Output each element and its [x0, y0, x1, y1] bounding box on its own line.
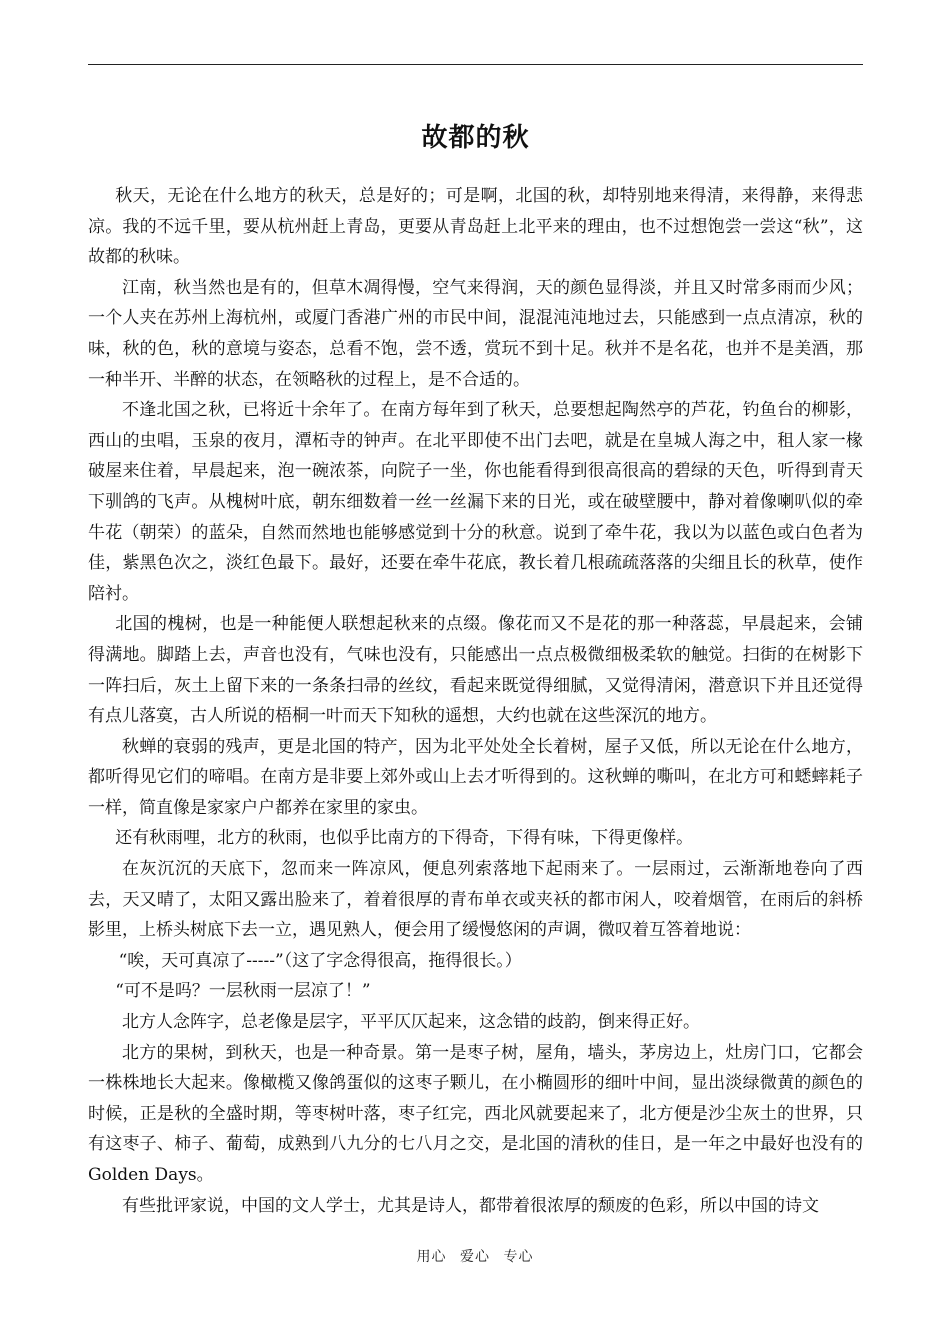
page-footer: 用心 爱心 专心 — [416, 1249, 534, 1265]
paragraph-10: 北方人念阵字，总老像是层字，平平仄仄起来，这念错的歧韵，倒来得正好。 — [122, 1012, 700, 1033]
paragraph-12: 有些批评家说，中国的文人学士，尤其是诗人，都带着很浓厚的颓废的色彩，所以中国的诗文 — [122, 1195, 819, 1216]
paragraph-5: 秋蝉的衰弱的残声，更是北国的特产，因为北平处处全长着树，屋子又低，所以无论在什么地方，都听得见它们的啼唱。在南方是非要上郊外或山上去才听得到的。这秋蝉的嘶叫，在北方可和蟋蟀耗子一样，简直像是家家户户都养在家里的家虫。 — [88, 736, 863, 818]
paragraph-11: 北方的果树，到秋天，也是一种奇景。第一是枣子树，屋角，墙头，茅房边上，灶房门口，它都会一株株地长大起来。像橄榄又像鸽蛋似的这枣子颗儿，在小椭圆形的细叶中间，显出淡绿微黄的颜色的时候，正是秋的全盛时期，等枣树叶落，枣子红完，西北风就要起来了，北方便是沙尘灰土的世界，只有这枣子、柿子、葡萄，成熟到八九分的七八月之交，是北国的清秋的佳日，是一年之中最好也没有的 Golden Days。 — [88, 1042, 863, 1185]
paragraph-6: 还有秋雨哩，北方的秋雨，也似乎比南方的下得奇，下得有味，下得更像样。 — [115, 828, 694, 849]
paragraph-3: 不逢北国之秋，已将近十余年了。在南方每年到了秋天，总要想起陶然亭的芦花，钓鱼台的柳影，西山的虫唱，玉泉的夜月，潭柘寺的钟声。在北平即使不出门去吧，就是在皇城人海之中，租人家一椽破屋来住着，早晨起来，泡一碗浓茶，向院子一坐，你也能看得到很高很高的碧绿的天色，听得到青天下驯鸽的飞声。从槐树叶底，朝东细数着一丝一丝漏下来的日光，或在破壁腰中，静对着像喇叭似的牵牛花（朝荣）的蓝朵，自然而然地也能够感觉到十分的秋意。说到了牵牛花，我以为以蓝色或白色者为佳，紫黑色次之，淡红色最下。最好，还要在牵牛花底，教长着几根疏疏落落的尖细且长的秋草，使作陪衬。 — [88, 400, 863, 604]
paragraph-9: “可不是吗？一层秋雨一层凉了！” — [115, 981, 371, 1002]
page-title: 故都的秋 — [421, 123, 530, 153]
article-body — [88, 181, 863, 1221]
header-rule — [88, 64, 863, 65]
paragraph-4: 北国的槐树，也是一种能便人联想起秋来的点缀。像花而又不是花的那一种落蕊，早晨起来，会铺得满地。脚踏上去，声音也没有，气味也没有，只能感出一点点极微细极柔软的触觉。扫街的在树影下一阵扫后，灰土上留下来的一条条扫帚的丝纹，看起来既觉得细腻，又觉得清闲，潜意识下并且还觉得有点儿落寞，古人所说的梧桐一叶而天下知秋的遥想，大约也就在这些深沉的地方。 — [88, 614, 863, 727]
paragraph-7: 在灰沉沉的天底下，忽而来一阵凉风，便息列索落地下起雨来了。一层雨过，云渐渐地卷向了西去，天又晴了，太阳又露出脸来了，着着很厚的青布单衣或夹袄的都市闲人，咬着烟管，在雨后的斜桥影里，上桥头树底下去一立，遇见熟人，便会用了缓慢悠闲的声调，微叹着互答着地说： — [88, 859, 863, 941]
paragraph-1: 秋天，无论在什么地方的秋天，总是好的；可是啊，北国的秋，却特别地来得清，来得静，来得悲凉。我的不远千里，要从杭州赶上青岛，更要从青岛赶上北平来的理由，也不过想饱尝一尝这“秋”，这故都的秋味。 — [88, 186, 863, 268]
paragraph-2: 江南，秋当然也是有的，但草木凋得慢，空气来得润，天的颜色显得淡，并且又时常多雨而少风；一个人夹在苏州上海杭州，或厦门香港广州的市民中间，混混沌沌地过去，只能感到一点点清凉，秋的味，秋的色，秋的意境与姿态，总看不饱，尝不透，赏玩不到十足。秋并不是名花，也并不是美酒，那一种半开、半醉的状态，在领略秋的过程上，是不合适的。 — [88, 277, 863, 390]
paragraph-8: “唉，天可真凉了-----”（这了字念得很高，拖得很长。） — [118, 950, 522, 971]
